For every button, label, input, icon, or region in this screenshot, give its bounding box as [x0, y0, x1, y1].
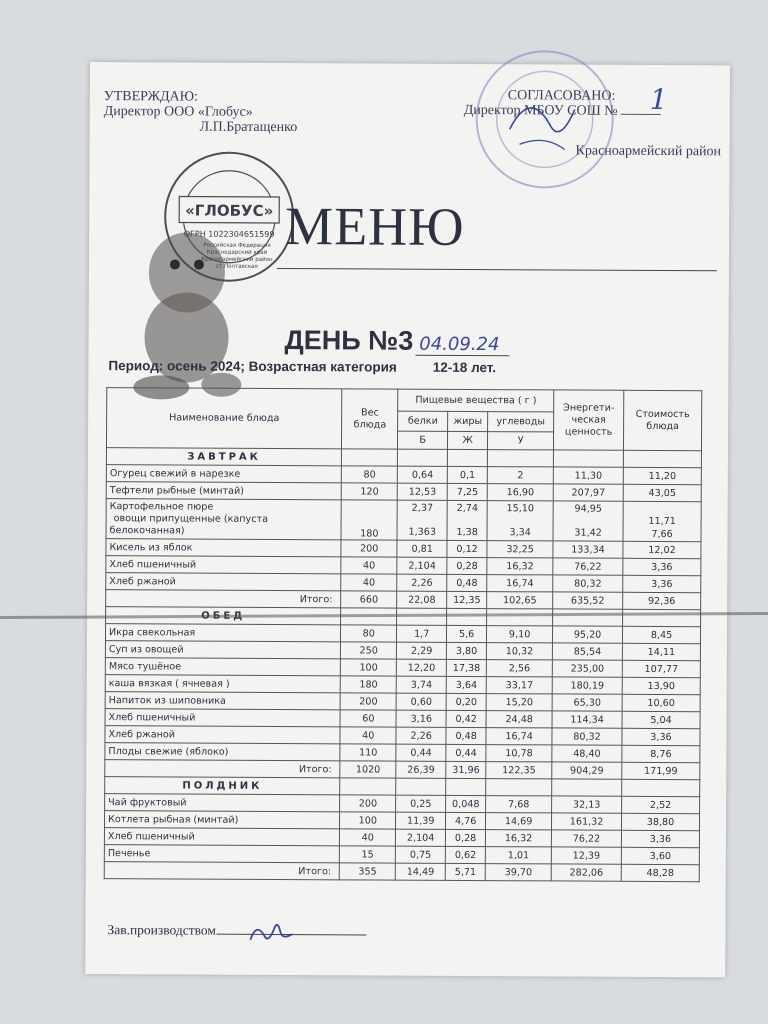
col-cost: Стоимость блюда — [624, 390, 702, 450]
section-title: ЗАВТРАК — [106, 448, 341, 466]
table-row: Суп из овощей 250 2,29 3,80 10,32 85,54 14,11 — [105, 641, 700, 661]
table-row: Икра свекольная 80 1,7 5,6 9,10 95,20 8,45 — [105, 624, 700, 644]
col-carbs: углеводы — [488, 412, 554, 432]
col-protein: белки — [398, 411, 448, 431]
table-row: Огурец свежий в нарезке 80 0,64 0,1 2 11,30 11,20 — [106, 465, 701, 485]
page-title: МЕНЮ — [284, 196, 465, 257]
col-fat: жиры — [448, 411, 488, 431]
table-row: Хлеб пшеничный 40 2,104 0,28 16,32 76,22 3,36 — [104, 828, 699, 848]
table-row: Печенье 15 0,75 0,62 1,01 12,39 3,60 — [104, 845, 699, 865]
col-energy: Энергети-ческая ценность — [554, 390, 624, 450]
table-row: Плоды свежие (яблоко) 110 0,44 0,44 10,78 48,40 8,76 — [105, 743, 700, 763]
table-row: Мясо тушёное 100 12,20 17,38 2,56 235,00 107,77 — [105, 658, 700, 678]
svg-text:ОГРН 1022304651599: ОГРН 1022304651599 — [183, 229, 275, 239]
svg-text:Краснодарский край: Краснодарский край — [206, 249, 268, 256]
period-line: Период: осень 2024; Возрастная категория 12-18 лет. — [108, 358, 497, 376]
table-row: Чай фруктовый 200 0,25 0,048 7,68 32,13 2,52 — [105, 794, 700, 814]
menu-sheet — [85, 62, 730, 977]
school-number: 1 — [649, 82, 668, 117]
col-name: Наименование блюда — [106, 388, 342, 449]
total-row: Итого: 1020 26,39 31,96 122,35 904,29 171,99 — [105, 760, 700, 780]
col-u: У — [488, 432, 554, 450]
age-category: 12-18 лет. — [432, 359, 497, 376]
menu-table — [104, 387, 703, 882]
approval-name: Л.П.Братащенко — [199, 119, 298, 136]
table-row: Хлеб пшеничный 40 2,104 0,28 16,32 76,22 3,36 — [106, 556, 701, 576]
day-label: ДЕНЬ №3 04.09.24 — [284, 325, 509, 357]
svg-text:Российская Федерация: Российская Федерация — [203, 242, 271, 249]
col-nutrients: Пищевые вещества ( г ) — [398, 389, 554, 412]
svg-text:ст.Полтавская: ст.Полтавская — [215, 263, 258, 270]
table-row: Хлеб пшеничный 60 3,16 0,42 24,48 114,34 5,04 — [105, 709, 700, 729]
table-row: Напиток из шиповника 200 0,60 0,20 15,20 65,30 10,60 — [105, 692, 700, 712]
table-row: Кисель из яблок 200 0,81 0,12 32,25 133,34 12,02 — [106, 539, 701, 559]
agreement-director: Директор МБОУ СОШ № — [464, 103, 661, 119]
col-b: Б — [398, 431, 448, 449]
menu-date: 04.09.24 — [415, 334, 509, 356]
approval-director: Директор ООО «Глобус» — [103, 104, 253, 120]
section-title: ПОЛДНИК — [105, 777, 340, 795]
svg-text:Красноармейский район: Красноармейский район — [201, 256, 273, 263]
total-row: Итого: 660 22,08 12,35 102,65 635,52 92,36 — [106, 590, 701, 610]
table-row: Хлеб ржаной 40 2,26 0,48 16,74 80,32 3,36 — [105, 726, 700, 746]
approval-block — [104, 89, 298, 135]
district: Красноармейский район — [575, 143, 722, 160]
signature-line: Зав.производством — [107, 922, 366, 939]
col-weight: Вес блюда — [342, 389, 398, 449]
table-row: Хлеб ржаной 40 2,26 0,48 16,74 80,32 3,36 — [106, 573, 701, 593]
table-row-combo: Картофельное пюре овощи припущенные (капуста белокочанная) 180 2,37 1,363 2,74 1,38 15,10 3,34 94,95 31,42 11,71 7,66 — [106, 499, 701, 542]
table-row: Котлета рыбная (минтай) 100 11,39 4,76 14,69 161,32 38,80 — [104, 811, 699, 831]
signature-icon — [246, 920, 306, 946]
blue-stamp-icon — [449, 49, 620, 210]
table-row: Тефтели рыбные (минтай) 120 12,53 7,25 16,90 207,97 43,05 — [106, 482, 701, 502]
total-row: Итого: 355 14,49 5,71 39,70 282,06 48,28 — [104, 862, 699, 882]
title-underline — [277, 268, 717, 271]
table-row: каша вязкая ( ячневая ) 180 3,74 3,64 33,17 180,19 13,90 — [105, 675, 700, 695]
svg-text:«ГЛОБУС»: «ГЛОБУС» — [185, 201, 274, 220]
approval-title: УТВЕРЖДАЮ: — [103, 89, 198, 105]
agreement-block — [464, 88, 662, 119]
col-zh: Ж — [448, 431, 488, 449]
agreement-title: СОГЛАСОВАНО: — [507, 88, 616, 104]
